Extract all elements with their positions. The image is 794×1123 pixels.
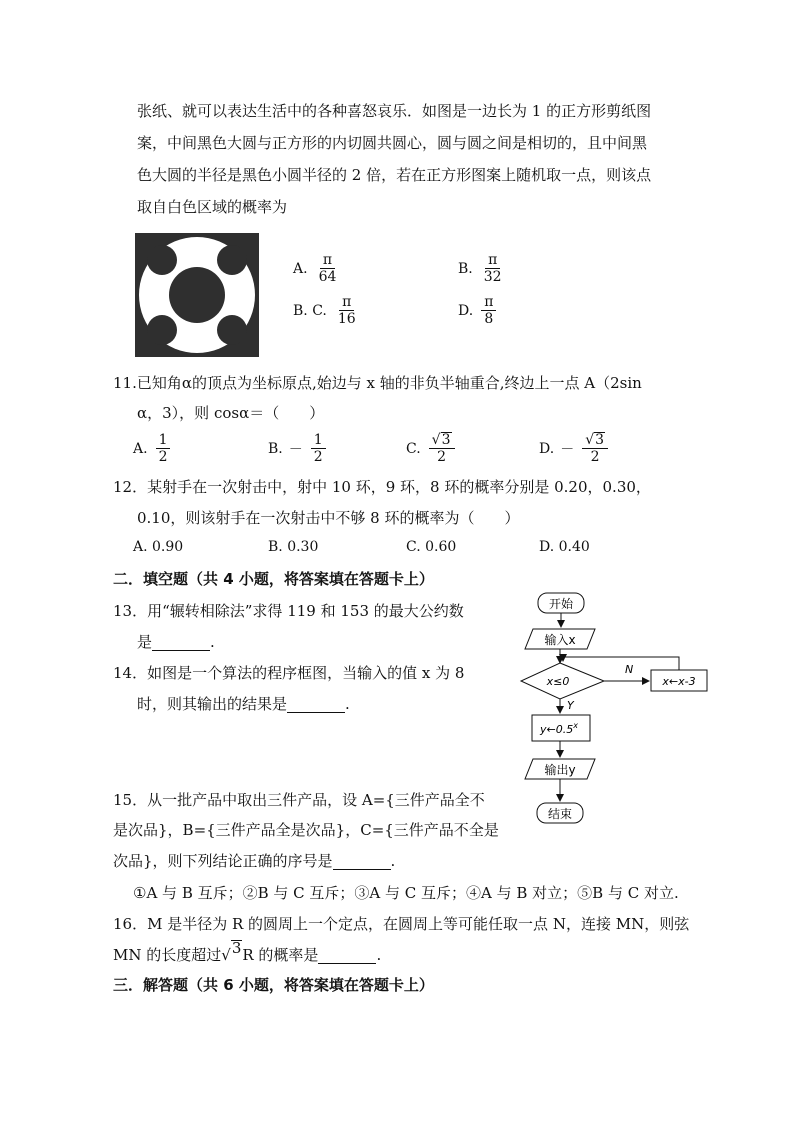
q14-line-1: 14．如图是一个算法的程序框图，当输入的值 x 为 8 [113, 664, 465, 682]
fraction: $\frac{\pi}{8}$ [481, 294, 496, 327]
q16-line-2: MN 的长度超过√ 3 R 的概率是 . [113, 940, 381, 970]
q11-option-b[interactable] [268, 432, 328, 465]
q10-option-a[interactable] [293, 252, 341, 285]
big-black-circle [169, 267, 225, 323]
intro-line-2: 案，中间黑色大圆与正方形的内切圆共圆心，圆与圆之间是相切的，且中间黑 [137, 134, 648, 152]
q11-option-a[interactable] [133, 432, 172, 465]
sqrt-sign: √ 3 [221, 939, 242, 964]
option-label: D. [458, 302, 474, 319]
option-label: C. [406, 440, 421, 457]
answer-blank[interactable] [152, 649, 210, 651]
q11-option-d[interactable] [539, 432, 610, 465]
paper-cut-figure [135, 233, 259, 357]
q15-line-1: 15．从一批产品中取出三件产品，设 A={三件产品全不 [113, 791, 485, 809]
flow-yes-label: Y [567, 699, 574, 712]
q11-line-1: 11.已知角α的顶点为坐标原点,始边与 x 轴的非负半轴重合,终边上一点 A（2sin [113, 374, 642, 392]
option-label: B. [458, 260, 473, 277]
fraction: $\frac{\pi}{64}$ [318, 252, 337, 285]
option-label: B. [268, 440, 283, 457]
flow-end-text: 结束 [547, 807, 573, 821]
q16-line-1: 16．M 是半径为 R 的圆周上一个定点，在圆周上等可能任取一点 N，连接 MN，则弦 [113, 915, 690, 933]
section-3-heading: 三．解答题（共 6 小题，将答案填在答题卡上） [113, 976, 434, 994]
q15-line-3: 次品}，则下列结论正确的序号是 . [113, 852, 396, 870]
option-label: D. [539, 440, 555, 457]
minus-sign: － [288, 441, 303, 458]
q12-line-2: 0.10，则该射手在一次射击中不够 8 环的概率为（ ） [137, 509, 520, 527]
q10-option-c[interactable] [293, 294, 361, 327]
flow-condition-text: x≤0 [546, 675, 570, 688]
small-circle-top-left [147, 245, 177, 275]
flow-input-text: 输入x [544, 633, 576, 647]
small-circle-top-right [217, 245, 247, 275]
minus-sign: － [560, 441, 575, 458]
q10-option-d[interactable] [458, 294, 498, 327]
flow-output-text: 输出y [544, 763, 576, 777]
answer-blank[interactable] [333, 868, 391, 870]
q10-option-b[interactable] [458, 252, 507, 285]
q12-option-a[interactable]: A. 0.90 [133, 539, 184, 555]
flow-assign-text: y←0.5$^x$ [540, 721, 578, 736]
q13-line-1: 13．用“辗转相除法”求得 119 和 153 的最大公约数 [113, 602, 464, 620]
fraction: √ 3 2 [582, 432, 608, 465]
q12-option-d[interactable]: D. 0.40 [539, 539, 590, 555]
flow-start-text: 开始 [548, 597, 574, 611]
fraction: $\frac{1}{2}$ [156, 432, 171, 465]
q13-line-2: 是 . [137, 633, 215, 651]
sqrt-sign: √ 3 [585, 432, 605, 448]
q12-line-1: 12．某射手在一次射击中，射中 10 环，9 环，8 环的概率分别是 0.20，0.30， [113, 478, 651, 496]
option-label: A. [133, 440, 148, 457]
q15-line-4: ①A 与 B 互斥；②B 与 C 互斥；③A 与 C 互斥；④A 与 B 对立；⑤B 与 C 对立. [133, 884, 679, 902]
sqrt-sign: √ 3 [431, 432, 451, 448]
flow-loop-arrow [563, 657, 679, 670]
q12-option-b[interactable]: B. 0.30 [268, 539, 319, 555]
q12-option-c[interactable]: C. 0.60 [406, 539, 457, 555]
intro-line-1: 张纸、就可以表达生活中的各种喜怒哀乐．如图是一边长为 1 的正方形剪纸图 [137, 102, 652, 120]
q14-line-2: 时，则其输出的结果是 . [137, 695, 350, 713]
flowchart [515, 585, 715, 830]
small-circle-bottom-right [217, 315, 247, 345]
intro-line-3: 色大圆的半径是黑色小圆半径的 2 倍，若在正方形图案上随机取一点，则该点 [137, 166, 652, 184]
section-2-heading: 二．填空题（共 4 小题，将答案填在答题卡上） [113, 570, 434, 588]
intro-line-4: 取自白色区域的概率为 [137, 198, 288, 216]
fraction: $\frac{\pi}{32}$ [483, 252, 502, 285]
q11-line-2: α，3），则 cosα＝（ ） [137, 404, 325, 422]
flow-update-text: x←x-3 [662, 675, 696, 688]
q11-option-c[interactable] [406, 432, 457, 465]
flow-no-label: N [625, 663, 634, 676]
fraction: √ 3 2 [429, 432, 455, 465]
q15-line-2: 是次品}，B={三件产品全是次品}，C={三件产品不全是 [113, 821, 499, 839]
answer-blank[interactable] [287, 711, 345, 713]
option-label: A. [293, 260, 308, 277]
answer-blank[interactable] [318, 962, 376, 964]
fraction: $\frac{\pi}{16}$ [337, 294, 356, 327]
option-label: B. C. [293, 302, 327, 319]
small-circle-bottom-left [147, 315, 177, 345]
fraction: $\frac{1}{2}$ [311, 432, 326, 465]
